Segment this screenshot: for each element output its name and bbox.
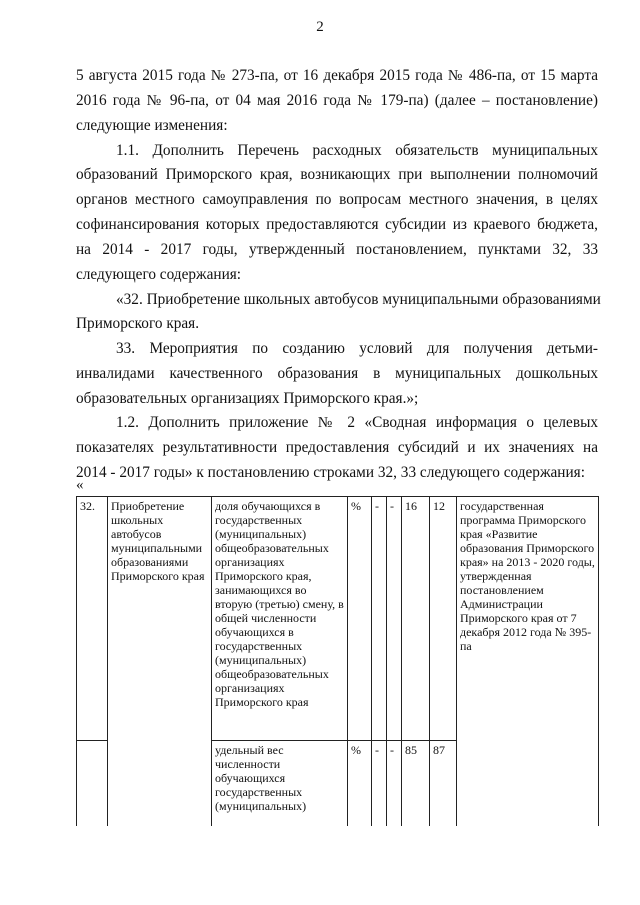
text-line: 2014 - 2017 годы» к постановлению строками 32, 33 следующего содержания:: [76, 464, 585, 481]
text-line: следующего содержания:: [76, 266, 242, 283]
table-row: [77, 497, 599, 741]
text-line: Приморского края.: [76, 315, 200, 332]
indicator-text: удельный вес численности обучающихся государственных (муниципальных): [212, 741, 348, 826]
row-number-empty: [77, 741, 108, 826]
text-line: органов местного самоуправления по вопросам местного значения, в целях: [76, 191, 598, 208]
indicators-table: [76, 496, 599, 826]
value-cell: 12: [430, 497, 457, 741]
text-line: инвалидами качественного образования в муниципальных дошкольных: [76, 365, 598, 382]
text-line: 5 августа 2015 года № 273-па, от 16 декабря 2015 года № 486-па, от 15 марта: [76, 67, 598, 84]
text-line: следующие изменения:: [76, 117, 228, 134]
text-line: образовательных организациях Приморского края.»;: [76, 390, 419, 407]
text-line: на 2014 - 2017 годы, утвержденный постановлением, пунктами 32, 33: [76, 241, 598, 258]
value-cell: 16: [402, 497, 430, 741]
paragraph-1-2-first-line: 1.2. Дополнить приложение № 2 «Сводная информация о целевых: [116, 414, 598, 431]
unit-cell: %: [348, 741, 372, 826]
value-cell: -: [387, 497, 402, 741]
indicator-text: доля обучающихся в государственных (муниципальных) общеобразовательных организациях Приморского края, занимающихся во вторую (третью) смену, в общей численности обучающихся в государственных (муниципальных) общеобразовательных организациях Приморского края: [212, 497, 348, 741]
unit-cell: %: [348, 497, 372, 741]
value-cell: -: [372, 741, 387, 826]
item-32-first-line: «32. Приобретение школьных автобусов муниципальными образованиями: [116, 291, 601, 308]
text-line: показателях результативности предоставления субсидий и их значениях на: [76, 439, 598, 456]
text-line: 2016 года № 96-па, от 04 мая 2016 года № 179-па) (далее – постановление): [76, 92, 598, 109]
row-number: 32.: [77, 497, 108, 741]
text-line: образований Приморского края, возникающих при выполнении полномочий: [76, 166, 598, 183]
value-cell: 87: [430, 741, 457, 826]
expense-name: Приобретение школьных автобусов муниципальными образованиями Приморского края: [108, 497, 212, 826]
text-line: софинансирования которых предоставляются субсидии из краевого бюджета,: [76, 216, 598, 233]
value-cell: -: [372, 497, 387, 741]
paragraph-1-1-first-line: 1.1. Дополнить Перечень расходных обязательств муниципальных: [116, 142, 598, 159]
value-cell: -: [387, 741, 402, 826]
value-cell: 85: [402, 741, 430, 826]
item-33-first-line: 33. Мероприятия по созданию условий для получения детьми-: [116, 340, 598, 357]
program-text: государственная программа Приморского края «Развитие образования Приморского края» на 2013 - 2020 годы, утвержденная постановлением Администрации Приморского края от 7 декабря 2012 года № 395-па: [457, 497, 599, 826]
page-number: 2: [316, 19, 324, 35]
open-quote: «: [76, 477, 84, 493]
